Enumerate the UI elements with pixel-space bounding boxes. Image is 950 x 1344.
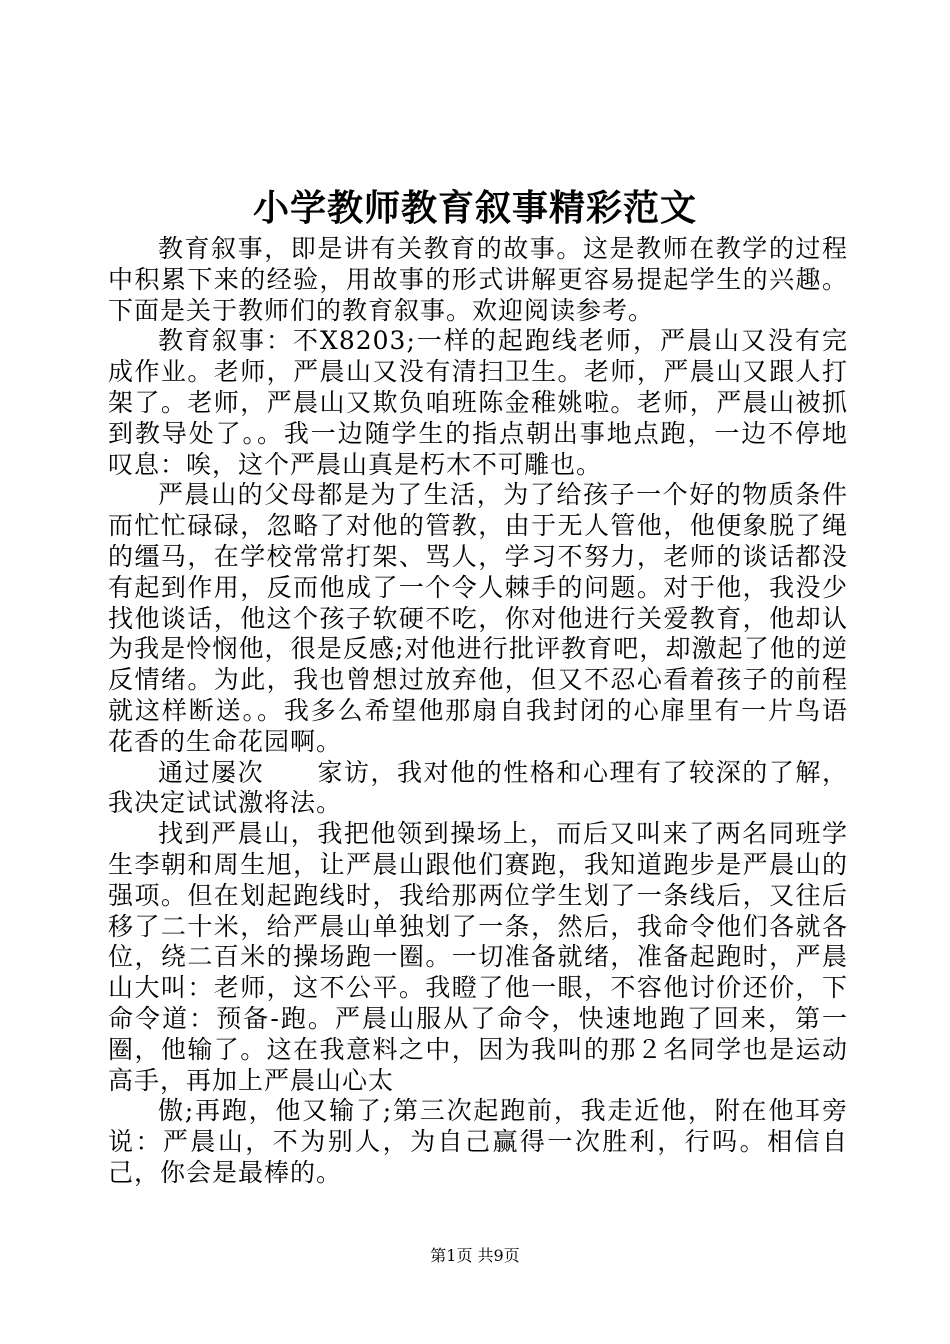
document-title: 小学教师教育叙事精彩范文 [252, 187, 697, 229]
document-body [108, 234, 848, 1189]
page-footer: 第1页 共9页 [430, 1246, 520, 1265]
paragraph-story-opening: 教育叙事：不X8203;一样的起跑线老师，严晨山又没有完成作业。老师，严晨山又没有清扫卫生。老师，严晨山又跟人打架了。老师，严晨山又欺负咱班陈金稚姚啦。老师，严晨山被抓到教导处了。。我一边随学生的指点朝出事地点跑，一边不停地叹息：唉，这个严晨山真是朽木不可雕也。 [108, 326, 848, 479]
paragraph-encouragement: 傲;再跑，他又输了;第三次起跑前，我走近他，附在他耳旁说：严晨山，不为别人，为自己赢得一次胜利，行吗。相信自己，你会是最棒的。 [108, 1096, 848, 1187]
paragraph-intro: 教育叙事，即是讲有关教育的故事。这是教师在教学的过程中积累下来的经验，用故事的形式讲解更容易提起学生的兴趣。下面是关于教师们的教育叙事。欢迎阅读参考。 [108, 234, 848, 325]
paragraph-home-visit: 通过屡次 家访，我对他的性格和心理有了较深的了解，我决定试试激将法。 [108, 757, 848, 818]
paragraph-background: 严晨山的父母都是为了生活，为了给孩子一个好的物质条件而忙忙碌碌，忽略了对他的管教，由于无人管他，他便象脱了绳的缰马，在学校常常打架、骂人，学习不努力，老师的谈话都没有起到作用，反而他成了一个令人棘手的问题。对于他，我没少找他谈话，他这个孩子软硬不吃，你对他进行关爱教育，他却认为我是怜悯他，很是反感;对他进行批评教育吧，却激起了他的逆反情绪。为此，我也曾想过放弃他，但又不忍心看着孩子的前程就这样断送。。我多么希望他那扇自我封闭的心扉里有一片鸟语花香的生命花园啊。 [108, 480, 848, 756]
paragraph-race: 找到严晨山，我把他领到操场上，而后又叫来了两名同班学生李朝和周生旭，让严晨山跟他们赛跑，我知道跑步是严晨山的强项。但在划起跑线时，我给那两位学生划了一条线后，又往后移了二十米，给严晨山单独划了一条，然后，我命令他们各就各位，绕二百米的操场跑一圈。一切准备就绪，准备起跑时，严晨山大叫：老师，这不公平。我瞪了他一眼，不容他讨价还价，下命令道：预备-跑。严晨山服从了命令，快速地跑了回来，第一圈，他输了。这在我意料之中，因为我叫的那２名同学也是运动高手，再加上严晨山心太 [108, 819, 848, 1095]
